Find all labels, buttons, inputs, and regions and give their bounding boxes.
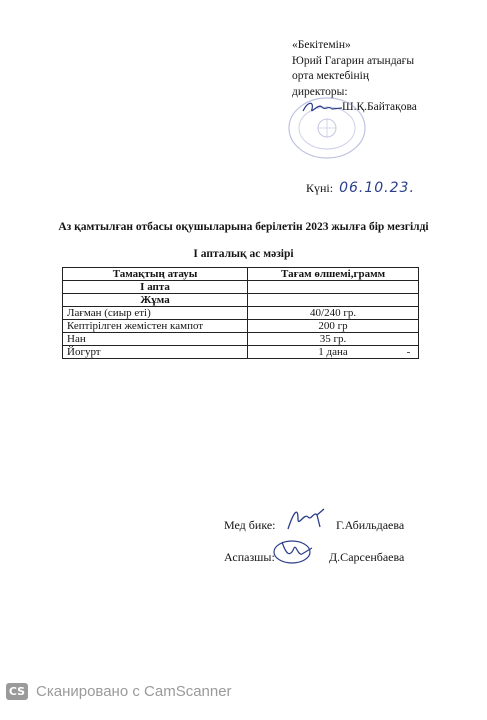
table-header-row xyxy=(63,268,419,281)
approval-heading: «Бекітемін» xyxy=(292,39,351,51)
dish-name-cell: Йогурт xyxy=(63,346,248,359)
dish-name-cell: Кептірілген жемістен кампот xyxy=(63,320,248,333)
empty-cell xyxy=(248,294,419,307)
date-row xyxy=(306,180,415,196)
scanner-footer xyxy=(0,680,487,720)
header-portion-size: Тағам өлшемі,грамм xyxy=(248,268,419,281)
cook-name: Д.Сарсенбаева xyxy=(329,550,405,564)
portion-cell: 35 гр. xyxy=(248,333,419,346)
nurse-signature xyxy=(284,505,328,535)
table-row xyxy=(63,333,419,346)
approval-director-name: Ш.Қ.Байтақова xyxy=(342,101,417,113)
table-row-week xyxy=(63,281,419,294)
dish-name-cell: Нан xyxy=(63,333,248,346)
stray-mark xyxy=(407,352,410,353)
date-label: Күні: xyxy=(306,181,334,195)
cook-signature xyxy=(268,534,318,566)
portion-cell: 200 гр xyxy=(248,320,419,333)
menu-table xyxy=(62,267,419,359)
date-value: 06.10.23. xyxy=(339,180,415,196)
approval-position: директоры: xyxy=(292,85,348,98)
empty-cell xyxy=(248,281,419,294)
nurse-label: Мед бике: xyxy=(224,518,276,532)
table-row xyxy=(63,307,419,320)
nurse-name: Г.Абильдаева xyxy=(336,518,405,532)
document-subtitle: I апталық ас мәзірі xyxy=(193,248,294,260)
dish-name-cell: Лағман (сиыр еті) xyxy=(63,307,248,320)
header-dish-name: Тамақтың атауы xyxy=(63,268,248,281)
camscanner-watermark-text: Сканировано с CamScanner xyxy=(36,683,232,700)
portion-cell: 1 дана xyxy=(248,346,419,359)
director-signature xyxy=(300,97,346,119)
cook-label: Аспазшы: xyxy=(224,550,275,564)
portion-cell: 40/240 гр. xyxy=(248,307,419,320)
camscanner-logo: CS xyxy=(6,683,28,700)
week-cell: I апта xyxy=(63,281,248,294)
document-title: Аз қамтылған отбасы оқушыларына берілетін 2023 жылға бір мезгілді xyxy=(58,221,429,233)
approval-school-line: Юрий Гагарин атындағы xyxy=(292,54,415,67)
approval-school-line-2: орта мектебінің xyxy=(292,70,369,82)
table-row xyxy=(63,320,419,333)
day-cell: Жұма xyxy=(63,294,248,307)
table-row-day xyxy=(63,294,419,307)
table-row xyxy=(63,346,419,359)
